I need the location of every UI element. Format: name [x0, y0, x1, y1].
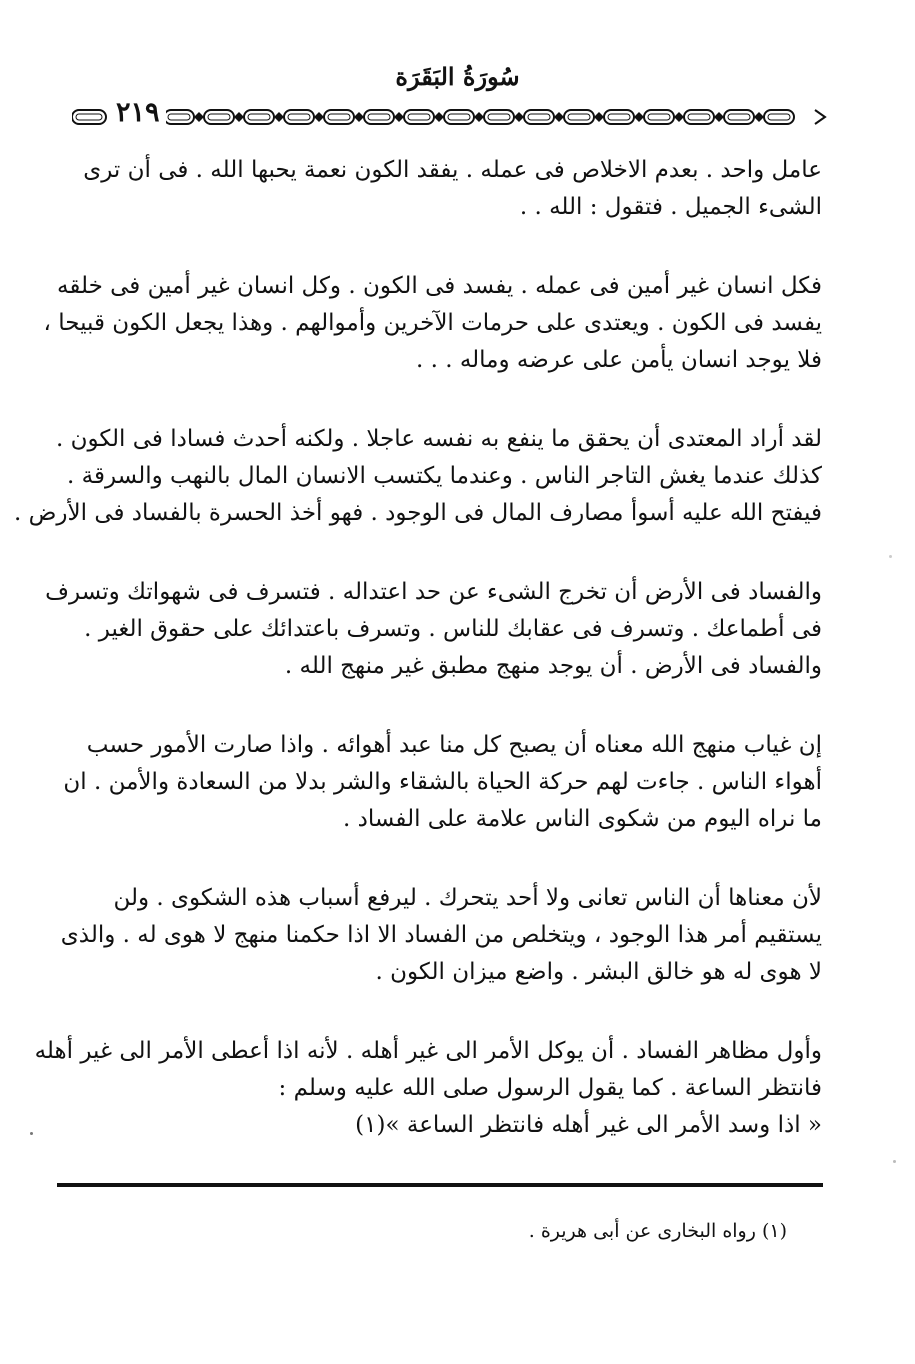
chain-link-inner: [608, 114, 630, 120]
paragraph-5: [62, 727, 822, 838]
text-line: يفسد فى الكون . ويعتدى على حرمات الآخرين وأموالهم . وهذا يجعل الكون قبيحا ،: [43, 310, 822, 336]
chain-link-inner: [248, 114, 270, 120]
chain-link-inner: [168, 114, 190, 120]
chain-link-inner: [368, 114, 390, 120]
chain-link-inner: [408, 114, 430, 120]
footnote: (١) رواه البخارى عن أبى هريرة .: [528, 1220, 787, 1242]
text-line: فلا يوجد انسان يأمن على عرضه وماله . . .: [415, 347, 822, 373]
text-line: الشىء الجميل . فتقول : الله . .: [519, 194, 822, 220]
text-line: والفساد فى الأرض . أن يوجد منهج مطبق غير منهج الله .: [284, 653, 822, 679]
chain-diamond: [274, 112, 284, 122]
chain-link-inner: [568, 114, 590, 120]
body-text: [13, 152, 822, 1186]
page-number: ٢١٩: [110, 96, 166, 130]
chain-diamond: [754, 112, 764, 122]
paragraph-3: [13, 421, 822, 532]
text-line: لا هوى له هو خالق البشر . واضع ميزان الكون .: [375, 959, 822, 985]
paragraph-1: [62, 152, 822, 226]
text-line: فى أطماعك . وتسرف فى عقابك للناس . وتسرف باعتدائك على حقوق الغير .: [84, 616, 822, 642]
chain-diamond: [554, 112, 564, 122]
chain-diamond: [194, 112, 204, 122]
chain-link-inner: [728, 114, 750, 120]
text-line: عامل واحد . بعدم الاخلاص فى عمله . يفقد الكون نعمة يحبها الله . فى أن ترى: [83, 157, 822, 183]
chain-ornament: [72, 100, 827, 134]
hadith-quote: « اذا وسد الأمر الى غير أهله فانتظر الساعة »(١): [355, 1112, 822, 1138]
text-line: أهواء الناس . جاءت لهم حركة الحياة بالشقاء والشر بدلا من السعادة والأمن . ان: [63, 769, 822, 795]
text-line: كذلك عندما يغش التاجر الناس . وعندما يكتسب الانسان المال بالنهب والسرقة .: [67, 463, 822, 489]
chain-diamond: [674, 112, 684, 122]
chain-link-inner: [328, 114, 350, 120]
chain-diamond: [634, 112, 644, 122]
text-line: وأول مظاهر الفساد . أن يوكل الأمر الى غير أهله . لأنه اذا أعطى الأمر الى غير أهله: [34, 1038, 822, 1064]
chain-link-inner: [768, 114, 790, 120]
chain-link-inner: [288, 114, 310, 120]
header-ornament-band: [72, 97, 827, 134]
text-line: فانتظر الساعة . كما يقول الرسول صلى الله عليه وسلم :: [278, 1075, 822, 1101]
text-line: لأن معناها أن الناس تعانى ولا أحد يتحرك . ليرفع أسباب هذه الشكوى . ولن: [113, 885, 822, 911]
scan-speck: [889, 555, 892, 558]
paragraph-7: [34, 1033, 822, 1144]
chain-diamond: [394, 112, 404, 122]
chain-diamond: [474, 112, 484, 122]
text-line: إن غياب منهج الله معناه أن يصبح كل منا عبد أهوائه . واذا صارت الأمور حسب: [86, 732, 822, 758]
chain-diamond: [594, 112, 604, 122]
chain-link-inner: [76, 114, 102, 120]
text-line: يستقيم أمر هذا الوجود ، ويتخلص من الفساد الا اذا حكمنا منهج لا هوى له . والذى: [60, 922, 822, 948]
footnote-divider: [57, 1183, 823, 1187]
chain-diamond: [314, 112, 324, 122]
text-line: فيفتح الله عليه أسوأ مصارف المال فى الوجود . فهو أخذ الحسرة بالفساد فى الأرض .: [13, 500, 822, 526]
chain-link-inner: [528, 114, 550, 120]
paragraph-2: [43, 268, 822, 379]
surah-title: سُورَةُ البَقَرَة: [395, 62, 520, 91]
paragraph-4: [45, 574, 822, 685]
chain-link: [72, 110, 106, 124]
text-line: فكل انسان غير أمين فى عمله . يفسد فى الكون . وكل انسان غير أمين فى خلقه: [57, 273, 822, 299]
chain-link-inner: [488, 114, 510, 120]
paragraph-6: [62, 880, 822, 991]
chain-link-inner: [688, 114, 710, 120]
chain-diamond: [714, 112, 724, 122]
text-line: ما نراه اليوم من شكوى الناس علامة على الفساد .: [343, 806, 822, 832]
scan-speck: [30, 1132, 33, 1135]
scan-speck: [893, 1160, 896, 1163]
chain-link-inner: [208, 114, 230, 120]
chain-diamond: [434, 112, 444, 122]
chain-diamond: [354, 112, 364, 122]
text-line: والفساد فى الأرض أن تخرج الشىء عن حد اعتداله . فتسرف فى شهواتك وتسرف: [45, 579, 822, 605]
chain-link-inner: [648, 114, 670, 120]
chain-diamond: [514, 112, 524, 122]
text-line: لقد أراد المعتدى أن يحقق ما ينفع به نفسه عاجلا . ولكنه أحدث فسادا فى الكون .: [55, 426, 822, 452]
chain-end-cap: [815, 110, 825, 124]
chain-link-inner: [448, 114, 470, 120]
chain-diamond: [234, 112, 244, 122]
